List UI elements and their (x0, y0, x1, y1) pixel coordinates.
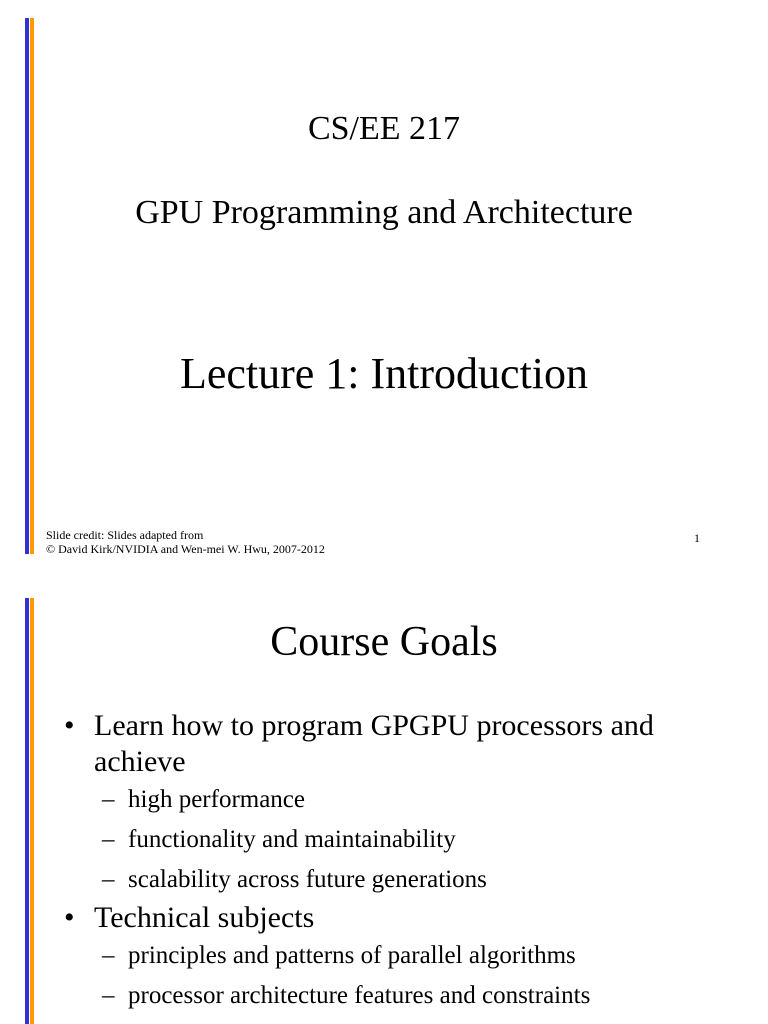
sub-bullet-item (64, 936, 724, 976)
slide-title: Course Goals (270, 619, 498, 665)
sub-bullet-text: high performance (128, 786, 306, 813)
slide-credit-line-2: © David Kirk/NVIDIA and Wen-mei W. Hwu, 2007-2012 (46, 542, 325, 556)
bullet-item (64, 900, 724, 936)
sub-bullet-text: scalability across future generations (128, 866, 487, 893)
course-title: GPU Programming and Architecture (135, 194, 633, 231)
dash-icon: – (102, 866, 115, 893)
dash-icon: – (102, 982, 115, 1009)
sub-bullet-item (64, 820, 724, 860)
bullet-list (64, 708, 724, 1016)
slide-separator (0, 572, 768, 590)
bullet-icon: • (64, 709, 75, 742)
bullet-item (64, 708, 724, 780)
lecture-title: Lecture 1: Introduction (179, 349, 589, 398)
bullet-text: Learn how to program GPGPU processors and achieve (94, 709, 654, 778)
slide-accent-bar-orange (30, 18, 34, 554)
sub-bullet-item (64, 860, 724, 900)
course-code: CS/EE 217 (307, 110, 461, 147)
sub-bullet-text: processor architecture features and constraints (128, 982, 591, 1009)
dash-icon: – (102, 826, 115, 853)
bullet-text: Technical subjects (94, 901, 315, 934)
slide-credit-line-1: Slide credit: Slides adapted from (46, 528, 204, 542)
slide-accent-bar-blue (25, 18, 29, 554)
dash-icon: – (102, 942, 115, 969)
slide-credit (46, 528, 325, 556)
slide-2 (0, 590, 768, 1024)
dash-icon: – (102, 786, 115, 813)
bullet-icon: • (64, 901, 75, 934)
sub-bullet-item (64, 976, 724, 1016)
sub-bullet-text: principles and patterns of parallel algorithms (128, 942, 576, 969)
sub-bullet-text: functionality and maintainability (128, 826, 456, 853)
sub-bullet-item (64, 780, 724, 820)
page-number: 1 (694, 531, 700, 545)
